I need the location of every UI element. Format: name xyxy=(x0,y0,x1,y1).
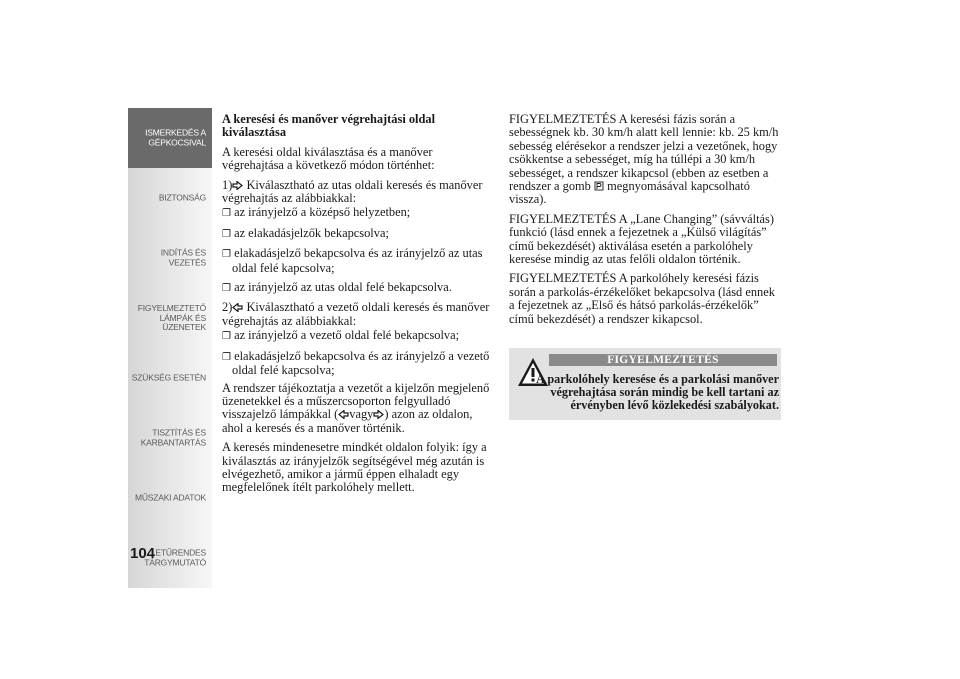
warning-note-2: FIGYELMEZTETÉS A „Lane Changing” (sávváltás) funkció (lásd ennek a fejezetnek a „Külső világítás” című bekezdését) aktiválása esetén a parkolóhely keresése mindig az utas felőli oldalon történik. xyxy=(509,211,774,267)
arrow-left-icon xyxy=(232,303,243,312)
parking-button-icon xyxy=(594,181,604,191)
tab-label: MŰSZAKI ADATOK xyxy=(134,492,206,503)
note-label: FIGYELMEZTETÉS xyxy=(509,112,617,126)
arrow-right-icon xyxy=(373,410,384,419)
option-text: Kiválasztható az utas oldali keresés és manőver végrehajtás az alábbiakkal: xyxy=(222,177,483,206)
option-2 xyxy=(222,301,494,328)
right-column xyxy=(509,113,781,332)
info-paragraph: A rendszer tájékoztatja a vezetőt a kijelzőn megjelenő üzenetekkel és a műszercsoporton felgyulladó visszajelző lámpákkal ( vagy ) azon az oldalon, ahol a keresés és a manőver történik. xyxy=(222,380,490,435)
tab-tisztitas[interactable] xyxy=(128,408,212,468)
option-number: 2) xyxy=(222,300,233,315)
tab-label: BIZTONSÁG xyxy=(158,192,206,203)
tab-label: INDÍTÁS ÉS VEZETÉS xyxy=(160,247,206,267)
page-number: 104 xyxy=(130,545,156,562)
list-item: ❐ elakadásjelző bekapcsolva és az irányjelző a vezető oldal felé kapcsolva; xyxy=(222,348,490,378)
warning-box xyxy=(509,348,781,420)
tab-figyelmezteto[interactable] xyxy=(128,288,212,348)
tab-label: TISZTÍTÁS ÉS KARBANTARTÁS xyxy=(140,427,206,447)
warning-box-text: A parkolóhely keresése és a parkolási manőver végrehajtása során mindig be kell tartani az érvényben lévő közlekedési szabályokat. xyxy=(536,372,779,413)
tab-label: ISMERKEDÉS A GÉPKOCSIVAL xyxy=(145,127,206,147)
bullet-square-icon: ❐ xyxy=(222,249,231,261)
note-label: FIGYELMEZTETÉS xyxy=(509,271,617,286)
list-item: ❐ az elakadásjelzők bekapcsolva; xyxy=(222,225,389,240)
list-item: ❐ az irányjelző a középső helyzetben; xyxy=(222,205,411,220)
bullet-square-icon: ❐ xyxy=(222,331,231,343)
arrow-right-icon xyxy=(232,181,243,190)
list-item: ❐ az irányjelző az utas oldal felé bekapcsolva. xyxy=(222,280,452,295)
warning-note-3: FIGYELMEZTETÉS A parkolóhely keresési fázis során a parkolás-érzékelőket bekapcsolva (lásd ennek a fejezetnek az „Első és hátsó parkolás-érzékelők” című bekezdését) a rendszer kikapcsol. xyxy=(509,271,775,326)
tab-szukseg[interactable] xyxy=(128,348,212,408)
tab-biztonsag[interactable] xyxy=(128,168,212,228)
option-number: 1) xyxy=(222,177,233,192)
option-text: Kiválasztható a vezető oldali keresés és manőver végrehajtás az alábbiakkal: xyxy=(222,300,490,328)
warning-box-title: FIGYELMEZTETÉS xyxy=(549,354,777,366)
arrow-left-icon xyxy=(338,410,349,419)
bullet-square-icon: ❐ xyxy=(222,283,231,295)
intro-paragraph: A keresési oldal kiválasztása és a manőver végrehajtása a következő módon történhet: xyxy=(222,144,435,173)
note-label: FIGYELMEZTETÉS xyxy=(509,211,617,226)
option-1 xyxy=(222,179,494,206)
list-item: ❐ az irányjelző a vezető oldal felé bekapcsolva; xyxy=(222,328,460,343)
section-heading: A keresési és manőver végrehajtási oldal kiválasztása xyxy=(222,112,436,140)
bullet-square-icon: ❐ xyxy=(222,351,231,363)
tab-label: ETŰRENDES TÁRGYMUTATÓ xyxy=(144,547,206,567)
tab-muszaki[interactable] xyxy=(128,468,212,528)
tab-ismerkedes[interactable] xyxy=(128,108,212,168)
tab-label: FIGYELMEZTETŐ LÁMPÁK ÉS ÜZENETEK xyxy=(137,302,206,332)
bullet-square-icon: ❐ xyxy=(222,208,231,220)
search-paragraph: A keresés mindenesetre mindkét oldalon folyik: így a kiválasztás az irányjelzők segítségével még azután is elvégezhető, amikor a jármű éppen elhaladt egy megfelelőnek ítélt parkolóhely mellett. xyxy=(222,440,487,495)
list-item: ❐ elakadásjelző bekapcsolva és az irányjelző az utas oldal felé kapcsolva; xyxy=(222,246,483,275)
tab-label: SZÜKSÉG ESETÉN xyxy=(131,372,206,383)
left-column xyxy=(222,113,494,501)
tab-inditas[interactable] xyxy=(128,228,212,288)
warning-note-1: FIGYELMEZTETÉS A keresési fázis során a sebességnek kb. 30 km/h alatt kell lennie: kb. 25 km/h sebesség elérésekor a rendszer jelzi a vezetőnek, hogy csökkentse a sebességet, míg ha túllépi a 30 km/h sebességet, a rendszer kikapcsol (ebben az esetben a rendszer a gomb megnyomásával kapcsolható vissza). xyxy=(509,112,779,207)
bullet-square-icon: ❐ xyxy=(222,228,231,240)
